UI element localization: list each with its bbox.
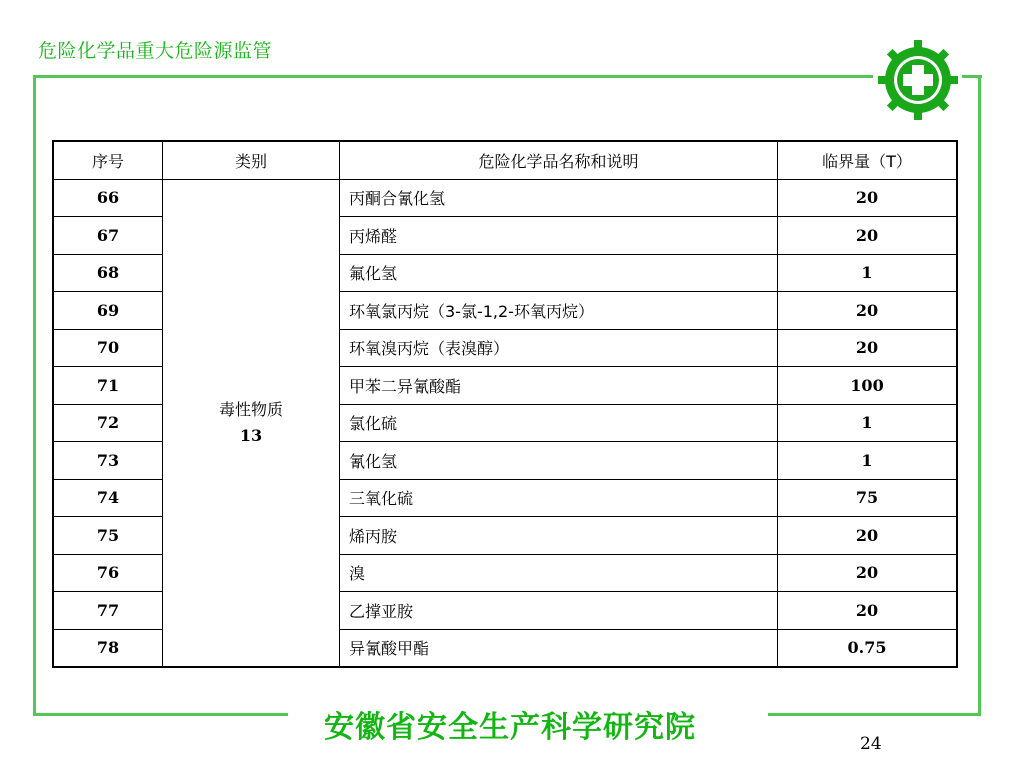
page-number: 24 (860, 734, 882, 754)
row-threshold: 1 (778, 442, 958, 480)
frame-top-line (33, 75, 873, 78)
row-threshold: 1 (778, 404, 958, 442)
frame-right-line (978, 75, 981, 715)
row-threshold: 20 (778, 292, 958, 330)
row-index: 66 (53, 179, 163, 217)
frame-left-line (33, 75, 36, 715)
row-name: 异氰酸甲酯 (340, 629, 778, 667)
header-name: 危险化学品名称和说明 (340, 141, 778, 179)
row-threshold: 20 (778, 217, 958, 255)
row-name: 烯丙胺 (340, 517, 778, 555)
row-index: 77 (53, 592, 163, 630)
row-name: 乙撑亚胺 (340, 592, 778, 630)
header-title: 危险化学品重大危险源监管 (38, 40, 273, 62)
row-index: 75 (53, 517, 163, 555)
row-index: 73 (53, 442, 163, 480)
header-index: 序号 (53, 141, 163, 179)
category-cell (163, 179, 340, 667)
row-name: 氯化硫 (340, 404, 778, 442)
row-index: 67 (53, 217, 163, 255)
row-index: 76 (53, 554, 163, 592)
row-threshold: 20 (778, 592, 958, 630)
row-name: 溴 (340, 554, 778, 592)
category-label: 毒性物质 (218, 399, 283, 419)
row-threshold: 20 (778, 517, 958, 555)
table-header-row (53, 141, 957, 179)
row-name: 环氧氯丙烷（3-氯-1,2-环氧丙烷） (340, 292, 778, 330)
row-threshold: 20 (778, 179, 958, 217)
header-category: 类别 (163, 141, 340, 179)
row-name: 丙酮合氰化氢 (340, 179, 778, 217)
category-count: 13 (239, 425, 263, 445)
header-threshold: 临界量（T） (778, 141, 958, 179)
row-name: 甲苯二异氰酸酯 (340, 367, 778, 405)
institute-name: 安徽省安全生产科学研究院 (324, 710, 696, 745)
table-row (53, 179, 957, 217)
row-threshold: 100 (778, 367, 958, 405)
row-index: 74 (53, 479, 163, 517)
row-index: 68 (53, 254, 163, 292)
row-index: 71 (53, 367, 163, 405)
row-name: 氰化氢 (340, 442, 778, 480)
row-threshold: 20 (778, 329, 958, 367)
row-name: 环氧溴丙烷（表溴醇） (340, 329, 778, 367)
row-index: 78 (53, 629, 163, 667)
row-threshold: 75 (778, 479, 958, 517)
row-name: 丙烯醛 (340, 217, 778, 255)
row-name: 氟化氢 (340, 254, 778, 292)
row-index: 69 (53, 292, 163, 330)
safety-cross-gear-icon (876, 38, 960, 122)
row-threshold: 1 (778, 254, 958, 292)
row-threshold: 20 (778, 554, 958, 592)
row-threshold: 0.75 (778, 629, 958, 667)
row-index: 72 (53, 404, 163, 442)
frame-bottom-left-line (33, 713, 288, 716)
row-name: 三氧化硫 (340, 479, 778, 517)
hazardous-chemicals-table (52, 140, 958, 668)
frame-bottom-right-line (768, 713, 981, 716)
row-index: 70 (53, 329, 163, 367)
